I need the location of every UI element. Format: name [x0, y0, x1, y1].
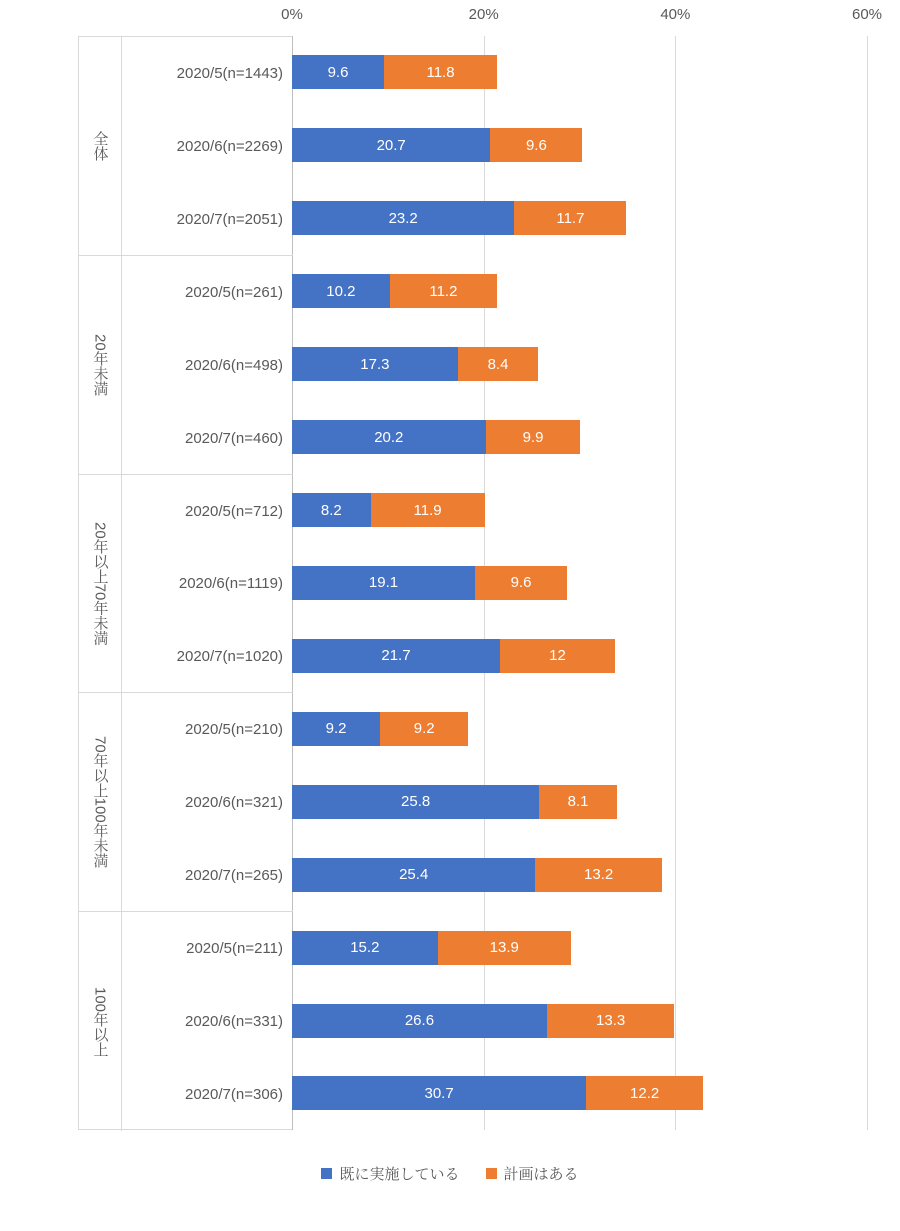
bar-row [292, 201, 867, 235]
bar-value-label: 26.6 [404, 1012, 435, 1030]
group-divider [121, 256, 122, 474]
chart-legend [0, 1163, 900, 1184]
category-label: 2020/6(n=1119) [178, 575, 283, 593]
group-divider [121, 475, 122, 693]
bar-value-label: 19.1 [368, 574, 399, 592]
bar-value-label: 25.4 [399, 866, 429, 884]
x-axis-tick-label: 60% [851, 6, 883, 23]
bar-segment[interactable] [486, 420, 581, 454]
group-divider [121, 37, 122, 255]
x-axis-tick-label: 20% [468, 6, 499, 23]
bar-segment[interactable] [292, 858, 535, 892]
bar-segment[interactable] [458, 347, 539, 381]
bar-row [292, 493, 867, 527]
legend-label: 既に実施している [339, 1166, 460, 1183]
category-label: 2020/5(n=211) [186, 940, 283, 958]
bar-value-label: 9.2 [413, 720, 435, 738]
bar-value-label: 17.3 [360, 355, 390, 373]
category-label: 2020/5(n=712) [185, 502, 283, 520]
bar-segment[interactable] [586, 1076, 703, 1110]
bar-value-label: 12.2 [630, 1084, 660, 1102]
legend-item[interactable] [321, 1163, 459, 1184]
group-label [79, 37, 121, 255]
bar-segment[interactable] [535, 858, 662, 892]
category-label: 2020/5(n=1443) [176, 64, 283, 82]
group-label [79, 693, 121, 911]
bar-value-label: 9.6 [327, 63, 349, 81]
bar-value-label: 21.7 [381, 647, 411, 665]
bar-value-label: 9.6 [510, 574, 532, 592]
category-label: 2020/6(n=321) [185, 794, 283, 812]
category-label: 2020/6(n=331) [185, 1013, 283, 1031]
group-label-text: 70年以上100年未満 [91, 736, 109, 869]
bar-segment[interactable] [292, 931, 438, 965]
bar-segment[interactable] [292, 347, 458, 381]
bar-value-label: 11.9 [413, 501, 442, 519]
bar-value-label: 12 [549, 647, 566, 665]
bar-value-label: 8.1 [567, 793, 589, 811]
bar-segment[interactable] [292, 785, 539, 819]
category-label: 2020/6(n=498) [185, 356, 283, 374]
bar-segment[interactable] [514, 201, 626, 235]
bar-value-label: 13.2 [584, 866, 614, 884]
bar-segment[interactable] [475, 566, 567, 600]
bar-row [292, 1004, 867, 1038]
legend-label: 計画はある [503, 1166, 579, 1183]
bar-value-label: 9.2 [325, 720, 347, 738]
category-label: 2020/5(n=261) [185, 283, 283, 301]
legend-swatch [321, 1168, 332, 1179]
bar-value-label: 13.3 [596, 1012, 626, 1030]
group-label [79, 256, 121, 474]
bar-segment[interactable] [292, 712, 380, 746]
bar-segment[interactable] [292, 55, 384, 89]
category-label: 2020/7(n=1020) [176, 648, 283, 666]
bar-row [292, 931, 867, 965]
group-label [79, 912, 121, 1131]
category-group [79, 475, 293, 694]
bar-segment[interactable] [292, 493, 371, 527]
category-label: 2020/7(n=2051) [176, 210, 283, 228]
group-label-text: 20年以上70年未満 [91, 521, 109, 646]
group-label-text: 全体 [91, 130, 109, 161]
bar-segment[interactable] [380, 712, 468, 746]
bar-value-label: 30.7 [424, 1084, 454, 1102]
category-label: 2020/6(n=2269) [176, 137, 283, 155]
group-label-text: 20年未満 [91, 333, 109, 396]
group-label [79, 475, 121, 693]
group-divider [121, 912, 122, 1131]
category-label-panel [78, 36, 292, 1130]
bar-value-label: 11.8 [426, 63, 455, 81]
bar-value-label: 9.9 [522, 428, 544, 446]
bar-row [292, 785, 867, 819]
category-group [79, 256, 293, 475]
bar-segment[interactable] [539, 785, 617, 819]
bar-segment[interactable] [292, 201, 514, 235]
bar-row [292, 566, 867, 600]
bar-row [292, 1076, 867, 1110]
category-label: 2020/7(n=265) [185, 867, 283, 885]
bar-row [292, 858, 867, 892]
bar-row [292, 712, 867, 746]
category-group [79, 912, 293, 1131]
bar-value-label: 20.7 [376, 136, 406, 154]
x-axis-tick-label: 40% [660, 6, 691, 23]
bar-segment[interactable] [292, 128, 490, 162]
bar-segment[interactable] [292, 639, 500, 673]
bar-value-label: 11.2 [429, 282, 458, 300]
bar-segment[interactable] [292, 274, 390, 308]
bar-row [292, 128, 867, 162]
category-label: 2020/7(n=306) [185, 1085, 283, 1103]
bar-row [292, 274, 867, 308]
plot-area [292, 36, 867, 1130]
bar-value-label: 23.2 [388, 209, 418, 227]
gridline [867, 36, 868, 1130]
category-group [79, 693, 293, 912]
group-divider [121, 693, 122, 911]
bar-value-label: 8.4 [487, 355, 509, 373]
bar-value-label: 25.8 [401, 793, 431, 811]
bar-value-label: 20.2 [374, 428, 404, 446]
bar-segment[interactable] [292, 1004, 547, 1038]
bar-value-label: 9.6 [525, 136, 547, 154]
bar-segment[interactable] [390, 274, 497, 308]
bar-segment[interactable] [384, 55, 497, 89]
bar-segment[interactable] [490, 128, 582, 162]
x-axis-tick-label: 0% [281, 6, 303, 23]
bar-value-label: 8.2 [320, 501, 342, 519]
group-label-text: 100年以上 [91, 986, 109, 1057]
bar-segment[interactable] [292, 420, 486, 454]
x-axis-top [0, 6, 900, 30]
category-label: 2020/5(n=210) [185, 721, 283, 739]
bar-value-label: 10.2 [326, 282, 356, 300]
bar-row [292, 55, 867, 89]
bar-segment[interactable] [500, 639, 615, 673]
bar-row [292, 347, 867, 381]
bar-value-label: 13.9 [489, 939, 519, 957]
bar-segment[interactable] [438, 931, 571, 965]
bar-segment[interactable] [371, 493, 485, 527]
bar-value-label: 15.2 [350, 939, 380, 957]
legend-item[interactable] [486, 1163, 579, 1184]
bar-segment[interactable] [292, 1076, 586, 1110]
category-label: 2020/7(n=460) [185, 429, 283, 447]
legend-swatch [486, 1168, 497, 1179]
bar-value-label: 11.7 [556, 209, 585, 227]
bar-segment[interactable] [547, 1004, 674, 1038]
bar-row [292, 420, 867, 454]
bar-row [292, 639, 867, 673]
bar-segment[interactable] [292, 566, 475, 600]
category-group [79, 37, 293, 256]
